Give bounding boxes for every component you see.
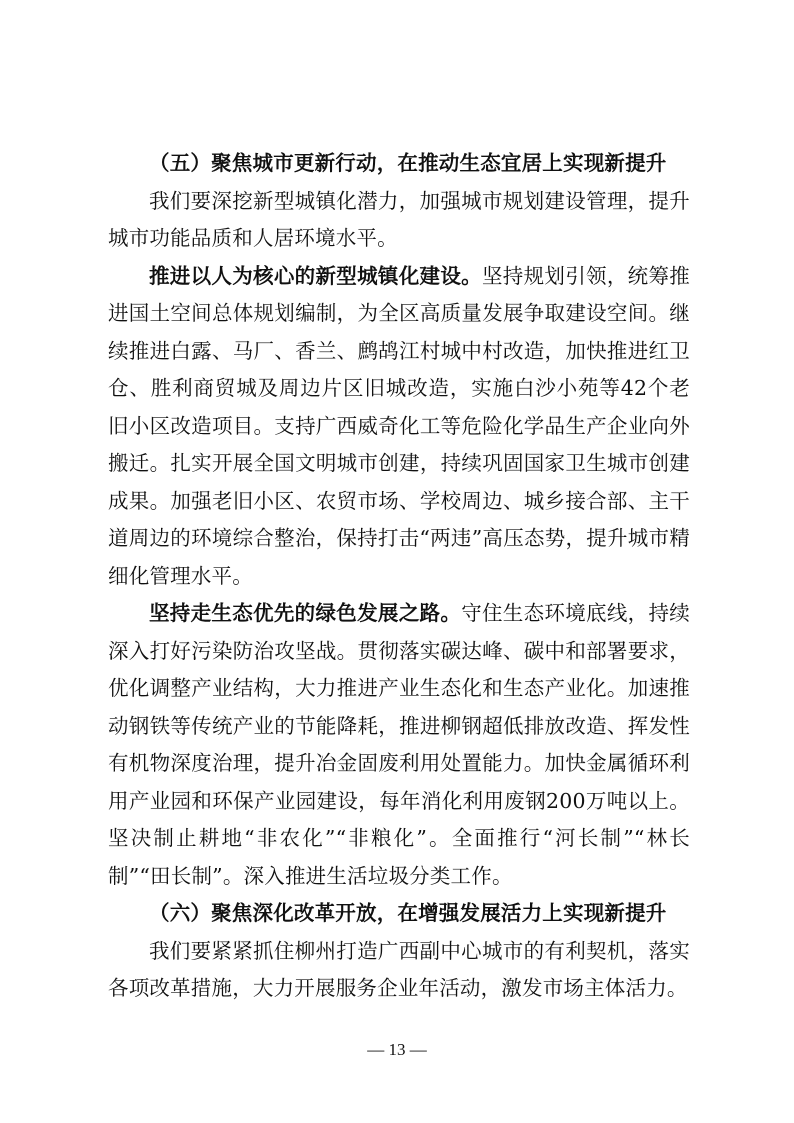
paragraph-green-development [108,595,690,895]
body-text [108,145,690,1008]
paragraph-urbanization [108,258,690,596]
section-5-intro: 我们要深挖新型城镇化潜力，加强城市规划建设管理，提升城市功能品质和人居环境水平。 [108,188,690,250]
paragraph-lead: 推进以人为核心的新型城镇化建设。 [149,263,482,288]
paragraph-body: 守住生态环境底线，持续深入打好污染防治攻坚战。贯彻落实碳达峰、碳中和部署要求，优化调整产业结构，大力推进产业生态化和生态产业化。加速推动钢铁等传统产业的节能降耗，推进柳钢超低排放改造、挥发性有机物深度治理，提升冶金固废利用处置能力。加快金属循环利用产业园和环保产业园建设，每年消化利用废钢200万吨以上。坚决制止耕地“非农化”“非粮化”。全面推行“河长制”“林长制”“田长制”。深入推进生活垃圾分类工作。 [108,601,691,888]
section-6-heading: （六）聚焦深化改革开放，在增强发展活力上实现新提升 [149,901,667,925]
section-5-heading: （五）聚焦城市更新行动，在推动生态宜居上实现新提升 [149,151,667,175]
page-number: — 13 — [367,1040,427,1059]
section-6-intro: 我们要紧紧抓住柳州打造广西副中心城市的有利契机，落实各项改革措施，大力开展服务企业年活动，激发市场主体活力。 [108,938,690,1000]
paragraph-body: 坚持规划引领，统筹推进国土空间总体规划编制，为全区高质量发展争取建设空间。继续推进白露、马厂、香兰、鹧鸪江村城中村改造，加快推进红卫仓、胜利商贸城及周边片区旧城改造，实施白沙小苑等42个老旧小区改造项目。支持广西威奇化工等危险化学品生产企业向外搬迁。扎实开展全国文明城市创建，持续巩固国家卫生城市创建成果。加强老旧小区、农贸市场、学校周边、城乡接合部、主干道周边的环境综合整治，保持打击“两违”高压态势，提升城市精细化管理水平。 [108,263,691,588]
paragraph-lead: 坚持走生态优先的绿色发展之路。 [149,601,462,625]
